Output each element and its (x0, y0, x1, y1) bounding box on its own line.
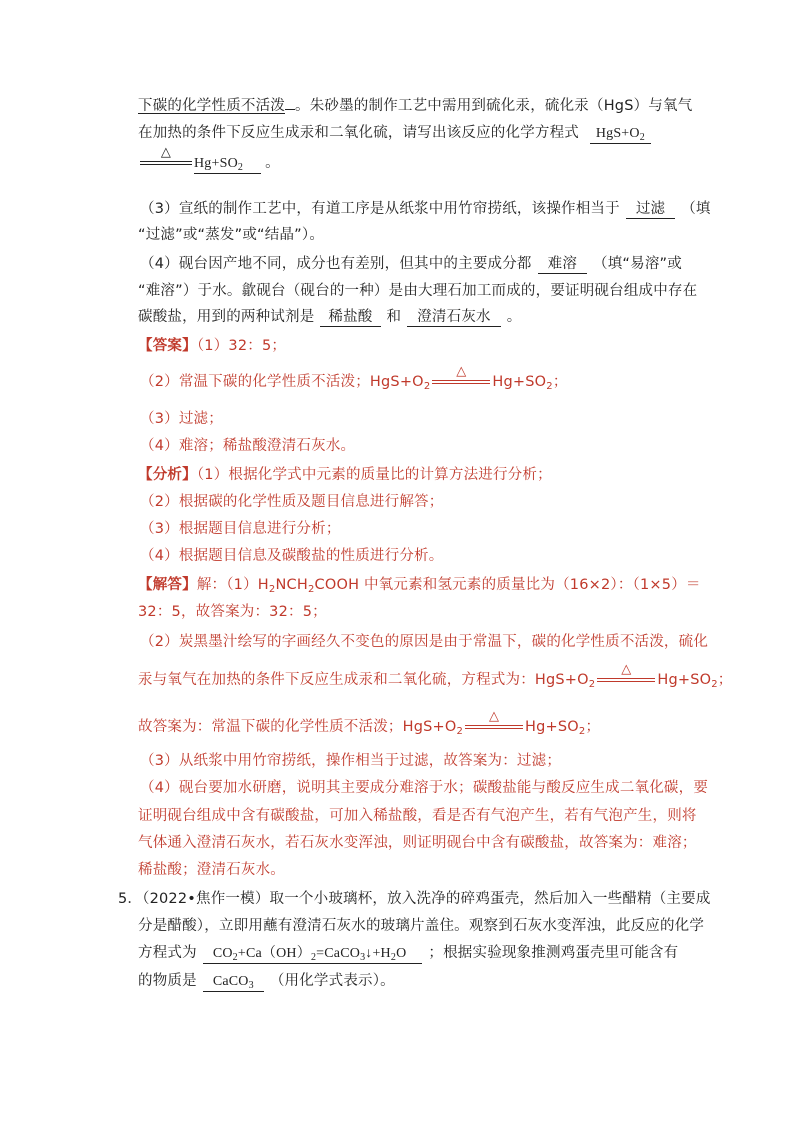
text-line: 的物质是 CaCO$_3$ （用化学式表示）。 (138, 973, 395, 991)
answer-line: （3）过滤； (140, 411, 223, 427)
text-line (138, 123, 651, 144)
answer-blank: 下碳的化学性质不活泼 (138, 98, 285, 114)
solution-line: （3）从纸浆中用竹帘捞纸，操作相当于过滤，故答案为：过滤； (140, 753, 562, 769)
heating-condition-arrow: △ (432, 369, 490, 389)
answer-tag: 【答案】 (138, 338, 197, 354)
answer-line: （2）常温下碳的化学性质不活泼；$HgS+O_2$ △ $Hg+SO_2$； (140, 364, 568, 392)
solution-line: 故答案为：常温下碳的化学性质不活泼；$HgS+O_2$ △ $Hg+SO_2$； (138, 709, 601, 737)
analysis-line: （2）根据碳的化学性质及题目信息进行解答； (140, 494, 444, 510)
question-5-line: 5．（2022•焦作一模）取一个小玻璃杯，放入洗净的碎鸡蛋壳，然后加入一些醋精（主要成 (118, 891, 711, 907)
analysis-line: （3）根据题目信息进行分析； (140, 521, 341, 537)
answer-blank: CaCO$_3$ (203, 973, 264, 992)
analysis-line: （4）根据题目信息及碳酸盐的性质进行分析。 (140, 548, 444, 564)
text: 。朱砂墨的制作工艺中需用到硫化汞，硫化汞（HgS）与氧气 (295, 98, 693, 114)
analysis-line: 【分析】（1）根据化学式中元素的质量比的计算方法进行分析； (138, 467, 552, 483)
heating-condition-arrow: △ (140, 150, 192, 170)
text-line: 方程式为 $CO_2+Ca(OH)_2=CaCO_3↓+H_2O$ ；根据实验现象推测鸡蛋壳里可能含有 (138, 945, 679, 963)
answer-blank: $Hg+SO_2$ (194, 155, 261, 174)
solution-line: 32：5，故答案为：32：5； (138, 604, 327, 620)
answer-blank: $HgS+O_2$ (590, 125, 651, 144)
solution-line: （2）炭黑墨汁绘写的字画经久不变色的原因是由于常温下，碳的化学性质不活泼，硫化 (140, 634, 709, 650)
solution-line: （4）砚台要加水研磨，说明其主要成分难溶于水；碳酸盐能与酸反应生成二氧化碳，要 (140, 780, 709, 796)
text-line: “难溶”）于水。歙砚台（砚台的一种）是由大理石加工而成的，要证明砚台组成中存在 (138, 283, 698, 299)
text-line: “过滤”或“蒸发”或“结晶”）。 (138, 227, 325, 243)
answer-blank: 难溶 (538, 255, 587, 274)
text: 在加热的条件下反应生成汞和二氧化硫，请写出该反应的化学方程式 (138, 125, 579, 141)
analysis-tag: 【分析】 (138, 467, 197, 483)
solution-line: 气体通入澄清石灰水，若石灰水变浑浊，则证明砚台中含有碳酸盐，故答案为：难溶； (138, 835, 697, 851)
solution-tag: 【解答】 (138, 577, 197, 593)
answer-blank: 稀盐酸 (320, 308, 380, 327)
solution-line: 证明砚台组成中含有碳酸盐，可加入稀盐酸，看是否有气泡产生，若有气泡产生，则将 (138, 808, 697, 824)
answer-line: （4）难溶；稀盐酸澄清石灰水。 (140, 438, 356, 454)
heating-condition-arrow: △ (465, 714, 523, 734)
solution-line: 汞与氧气在加热的条件下反应生成汞和二氧化硫，方程式为：$HgS+O_2$ △ $Hg+SO_2$； (138, 662, 733, 690)
heating-condition-arrow: △ (597, 667, 655, 687)
question-3-line: （3）宣纸的制作工艺中，有道工序是从纸浆中用竹帘捞纸，该操作相当于 过滤 （填 (140, 201, 711, 217)
question-4-line: （4）砚台因产地不同，成分也有差别，但其中的主要成分都 难溶 （填“易溶”或 (140, 256, 682, 272)
solution-line: 【解答】解：$(1)H_2NCH_2COOH$ 中氧元素和氢元素的质量比为（16×2）：（1×5）＝ (138, 577, 701, 595)
answer-blank: 过滤 (626, 200, 675, 219)
equation-line: △ $Hg+SO_2$ 。 (138, 150, 280, 174)
text-line: 分是醋酸），立即用蘸有澄清石灰水的玻璃片盖住。观察到石灰水变浑浊，此反应的化学 (138, 918, 705, 934)
answer-blank: 澄清石灰水 (407, 308, 501, 327)
solution-line: 稀盐酸；澄清石灰水。 (138, 862, 285, 878)
text-line (138, 95, 692, 116)
answer-line: 【答案】（1）32：5； (138, 338, 287, 354)
text-line: 碳酸盐，用到的两种试剂是 稀盐酸 和 澄清石灰水 。 (138, 309, 522, 325)
answer-blank: $CO_2+Ca(OH)_2=CaCO_3↓+H_2O$ (203, 945, 423, 964)
